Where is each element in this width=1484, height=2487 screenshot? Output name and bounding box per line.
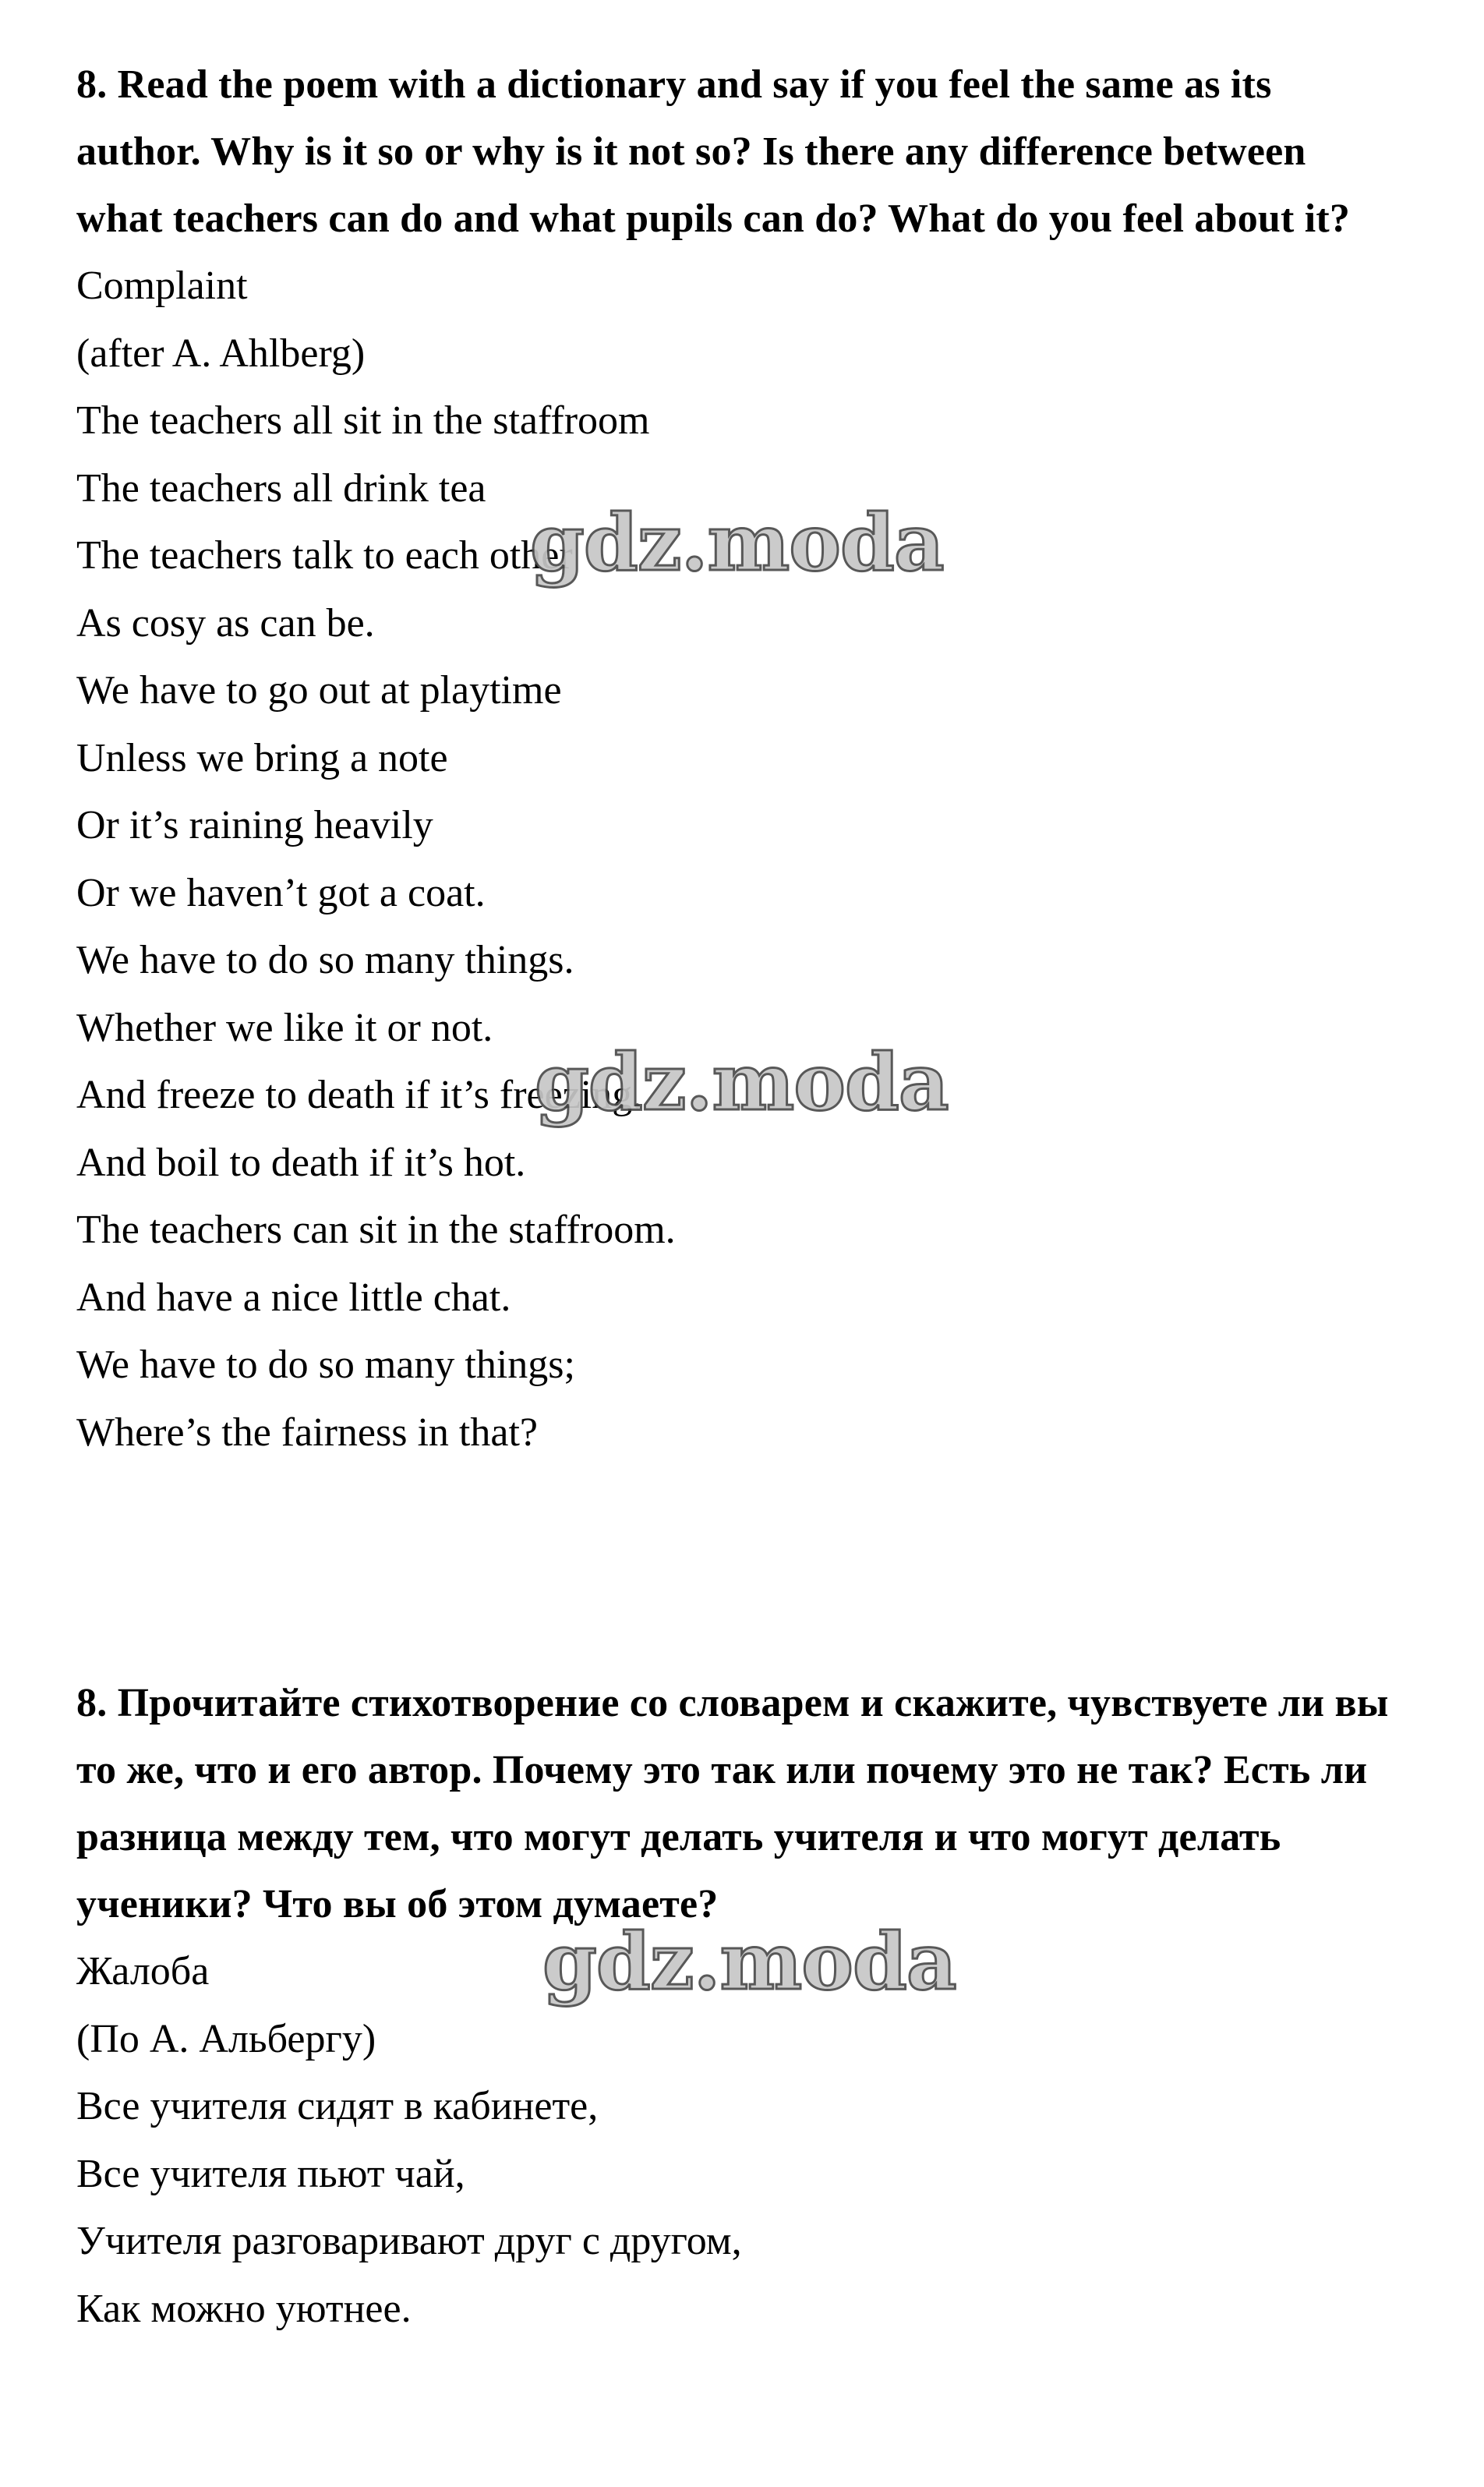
poem-line: Or we haven’t got a coat. bbox=[76, 870, 486, 915]
russian-poem-title: Жалоба bbox=[76, 1949, 210, 1993]
watermark: gdz.moda bbox=[535, 1036, 949, 1128]
watermark: gdz.moda bbox=[530, 497, 944, 589]
poem-line: The teachers all sit in the staffroom bbox=[76, 398, 650, 443]
poem-line: The teachers all drink tea bbox=[76, 465, 486, 511]
english-task-heading: 8. Read the poem with a dictionary and say if you feel the same as its author. Why is it so or why is it not so? Is there any difference between what teachers can do and what pupils can do? What do you feel about it? bbox=[76, 62, 1351, 241]
russian-poem-body bbox=[76, 2073, 1401, 2343]
russian-task-heading: 8. Прочитайте стихотворение со словарем и скажите, чувствуете ли вы то же, что и его автор. Почему это так или почему это не так? Есть ли разница между тем, что могут делать учителя и что могут делать ученики? Что вы об этом думаете? bbox=[76, 1681, 1389, 1926]
poem-line: Unless we bring a note bbox=[76, 735, 448, 780]
poem-line: And have a nice little chat. bbox=[76, 1275, 511, 1320]
poem-line: Учителя разговаривают друг с другом, bbox=[76, 2219, 742, 2263]
poem-line: The teachers can sit in the staffroom. bbox=[76, 1208, 676, 1252]
english-poem-attribution: (after A. Ahlberg) bbox=[76, 331, 366, 376]
english-section bbox=[76, 51, 1401, 1466]
poem-line: And freeze to death if it’s freezing. bbox=[76, 1073, 643, 1117]
russian-poem-attribution: (По А. Альбергу) bbox=[76, 2016, 376, 2061]
poem-line: Все учителя сидят в кабинете, bbox=[76, 2084, 599, 2128]
poem-line: As cosy as can be. bbox=[76, 600, 375, 646]
english-poem-title: Complaint bbox=[76, 264, 248, 308]
poem-line: Or it’s raining heavily bbox=[76, 803, 433, 847]
poem-line: Как можно уютнее. bbox=[76, 2286, 412, 2331]
watermark: gdz.moda bbox=[542, 1916, 956, 2008]
poem-line: We have to do so many things. bbox=[76, 938, 574, 982]
poem-line: And boil to death if it’s hot. bbox=[76, 1140, 526, 1185]
poem-line: We have to go out at playtime bbox=[76, 668, 562, 713]
poem-line: The teachers talk to each other bbox=[76, 533, 573, 578]
poem-line: We have to do so many things; bbox=[76, 1343, 575, 1387]
poem-line: Where’s the fairness in that? bbox=[76, 1410, 538, 1455]
poem-line: Все учителя пьют чай, bbox=[76, 2151, 465, 2196]
poem-line: Whether we like it or not. bbox=[76, 1005, 493, 1050]
